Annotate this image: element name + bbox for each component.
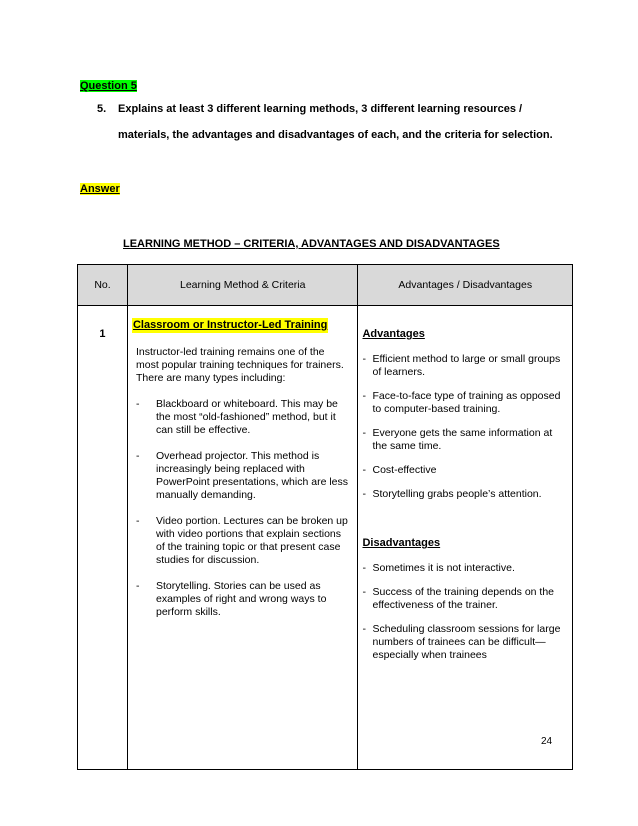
table-row [78, 306, 573, 770]
list-item: - Storytelling. Stories can be used as examples of right and wrong ways to perform skills. [135, 580, 327, 618]
advantage-item: - Everyone gets the same information at the same time. [362, 427, 553, 452]
advantages-label: Advantages [362, 328, 425, 340]
answer-label: Answer [80, 183, 120, 195]
advantage-item: - Efficient method to large or small groups of learners. [362, 353, 561, 378]
advantage-item: - Cost-effective [362, 464, 437, 476]
table-title: LEARNING METHOD – CRITERIA, ADVANTAGES AND DISADVANTAGES [123, 238, 500, 250]
disadvantage-item: - Success of the training depends on the effectiveness of the trainer. [362, 586, 555, 611]
method-title: Classroom or Instructor-Led Training [132, 319, 328, 331]
disadvantages-label: Disadvantages [362, 537, 441, 549]
list-item: - Blackboard or whiteboard. This may be the most “old-fashioned” method, but it can still be effective. [135, 398, 338, 436]
list-item: - Video portion. Lectures can be broken up with video portions that explain sections of the training topic or that present case studies for discussion. [135, 515, 348, 566]
question-heading: Question 5 [80, 80, 137, 92]
row-number: 1 [78, 306, 128, 770]
method-intro: Instructor-led training remains one of the most popular training techniques for trainers. There are many types including: [135, 346, 344, 384]
header-adv-disadv: Advantages / Disadvantages [358, 265, 573, 306]
table-header-row [78, 265, 573, 306]
adv-disadv-cell [358, 306, 573, 770]
learning-method-table [77, 264, 573, 770]
question-number: 5. [97, 103, 107, 115]
method-cell [127, 306, 358, 770]
disadvantage-item: - Sometimes it is not interactive. [362, 562, 515, 574]
disadvantage-item: - Scheduling classroom sessions for large numbers of trainees can be difficult—especially when trainees [362, 623, 561, 661]
header-method: Learning Method & Criteria [127, 265, 358, 306]
page-number: 24 [541, 736, 553, 747]
header-no: No. [78, 265, 128, 306]
list-item: - Overhead projector. This method is increasingly being replaced with PowerPoint presentations, which are less manually demanding. [135, 450, 348, 501]
question-text: Explains at least 3 different learning methods, 3 different learning resources / materials, the advantages and disadvantages of each, and the criteria for selection. [118, 103, 553, 141]
advantage-item: - Storytelling grabs people’s attention. [362, 488, 542, 500]
advantage-item: - Face-to-face type of training as opposed to computer-based training. [362, 390, 561, 415]
